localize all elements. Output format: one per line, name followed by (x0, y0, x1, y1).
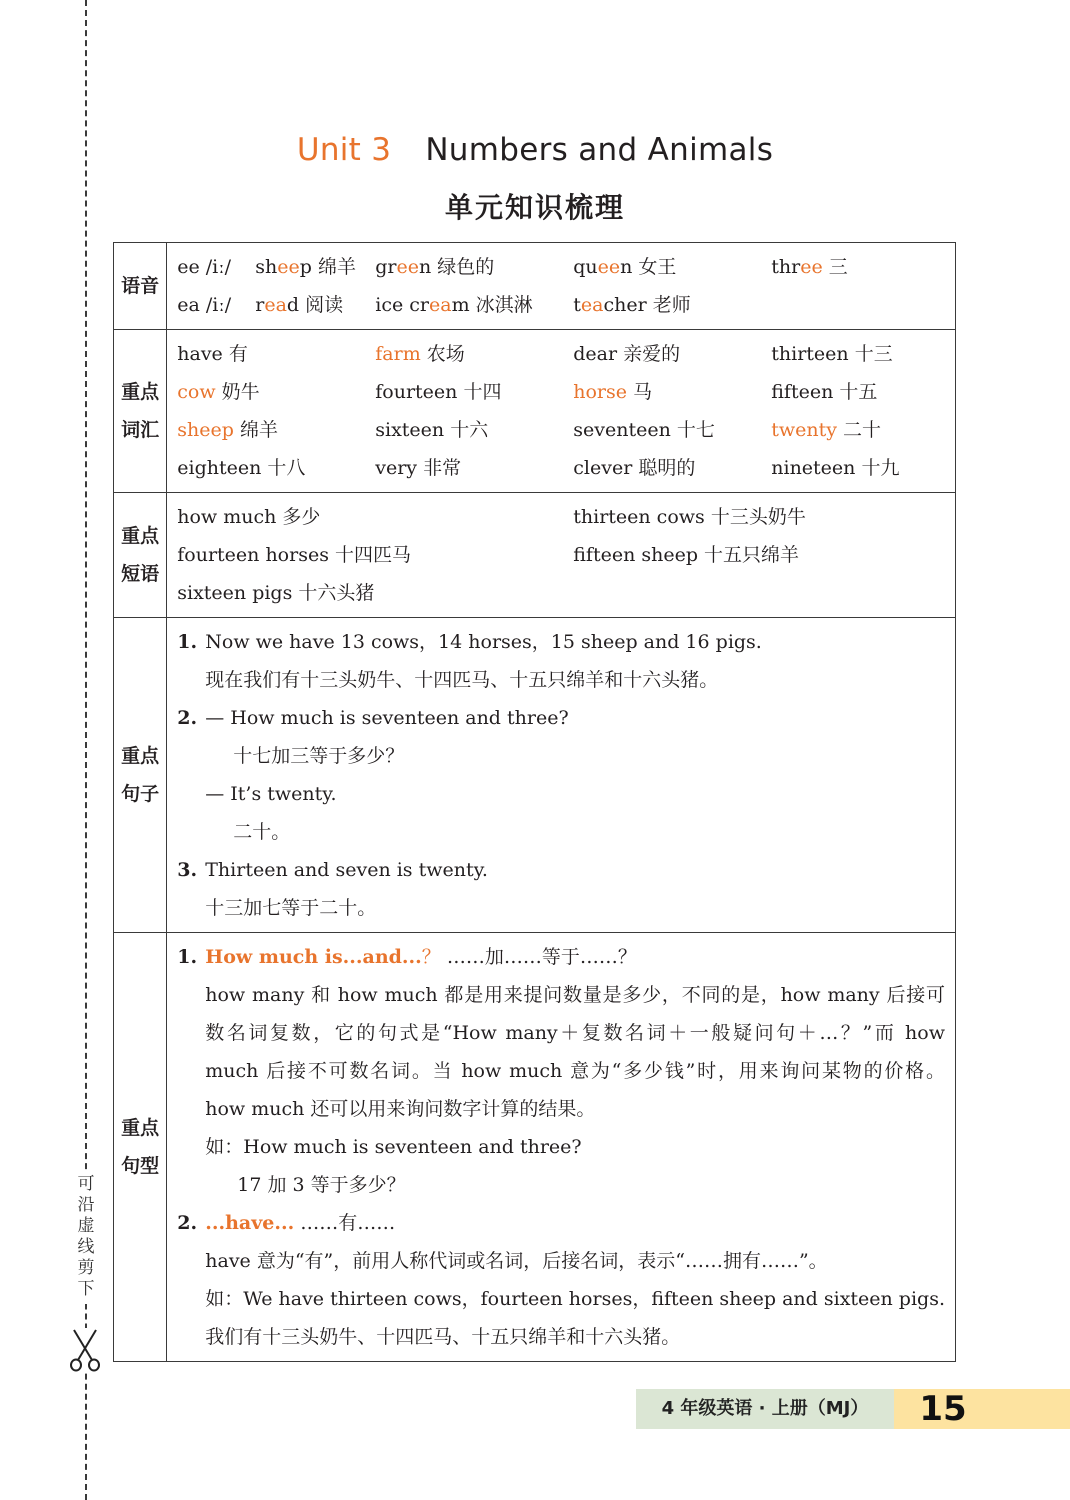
patterns-label (114, 933, 167, 1362)
label-line: 短语 (121, 563, 160, 585)
phonics-word: ice cream 冰淇淋 (375, 294, 533, 316)
sentences-label (114, 618, 167, 933)
phonics-label (114, 243, 167, 330)
vocab-item: fourteen 十四 (375, 381, 502, 403)
phrase-item: fourteen horses 十四匹马 (177, 544, 411, 566)
label-line: 重点 (121, 1117, 160, 1139)
phrase-item: how much 多少 (177, 506, 321, 528)
label-line: 语音 (121, 275, 160, 297)
phrase-item: fifteen sheep 十五只绵羊 (573, 544, 800, 566)
sentences-row (114, 618, 956, 933)
sentence-en: Now we have 13 cows，14 horses，15 sheep and 16 pigs. (205, 631, 762, 653)
phonics-word (771, 286, 921, 324)
item-number: 3. (177, 859, 198, 881)
vocab-item: very 非常 (375, 457, 462, 479)
sentence-3-zh: 十三加七等于二十。 (205, 897, 377, 919)
phrases-label (114, 493, 167, 618)
phrases-row (114, 493, 956, 618)
phonics-word: sheep 绵羊 (255, 256, 356, 278)
vocab-item: farm 农场 (375, 343, 465, 365)
label-line: 重点 (121, 745, 160, 767)
vocab-item: dear 亲爱的 (573, 343, 681, 365)
phonics-word: three 三 (771, 256, 848, 278)
phrase-item (573, 574, 921, 612)
pattern-title: How much is...and... (205, 946, 422, 968)
phonics-word: read 阅读 (255, 294, 344, 316)
vocab-item: sheep 绵羊 (177, 419, 278, 441)
cut-char: 剪 (77, 1258, 95, 1278)
phrase-item: thirteen cows 十三头奶牛 (573, 506, 806, 528)
vocab-item: nineteen 十九 (771, 457, 900, 479)
phonics-row (114, 243, 956, 330)
pattern-1-text: how much 还可以用来询问数字计算的结果。 (205, 1098, 596, 1120)
pattern-1-example: 如：How much is seventeen and three? (205, 1136, 582, 1158)
vocab-item: clever 聪明的 (573, 457, 696, 479)
phonics-word: teacher 老师 (573, 294, 691, 316)
page-title (0, 132, 1070, 168)
vocab-item: seventeen 十七 (573, 419, 715, 441)
pattern-1-text: how many 和 how much 都是用来提问数量是多少，不同的是，how many 后接可 (205, 984, 945, 1006)
patterns-row (114, 933, 956, 1362)
pattern-title: ...have... (205, 1212, 295, 1234)
pattern-meaning: ……有…… (300, 1212, 396, 1234)
cut-char: 虚 (77, 1216, 95, 1236)
item-number: 2. (177, 1212, 198, 1234)
pattern-2-example: 如：We have thirteen cows，fourteen horses，fifteen sheep and sixteen pigs. (205, 1288, 945, 1310)
label-line: 词汇 (121, 419, 160, 441)
label-line: 句子 (121, 783, 160, 805)
cut-char: 线 (77, 1237, 95, 1257)
patterns-content (167, 933, 956, 1362)
sentence-2 (177, 699, 945, 737)
page-number: 15 (919, 1389, 967, 1429)
vocab-item: eighteen 十八 (177, 457, 306, 479)
phonics-word: green 绿色的 (375, 256, 495, 278)
label-line: 句型 (121, 1155, 160, 1177)
vocab-item: horse 马 (573, 381, 653, 403)
vocab-item: thirteen 十三 (771, 343, 893, 365)
sentence-2-answer-zh: 二十。 (233, 821, 291, 843)
cut-instruction (77, 1170, 95, 1304)
sentence-question: — How much is seventeen and three? (205, 707, 569, 729)
pattern-1-text: much 后接不可数名词。当 how much 意为“多少钱”时，用来询问某物的价格。 (205, 1060, 945, 1082)
vocab-item: twenty 二十 (771, 419, 882, 441)
phonics-word: queen 女王 (573, 256, 677, 278)
pattern-2-example-zh: 我们有十三头奶牛、十四匹马、十五只绵羊和十六头猪。 (205, 1326, 681, 1348)
pattern-1-text: 数名词复数，它的句式是“How many＋复数名词＋一般疑问句＋…？”而 how (205, 1022, 945, 1044)
item-number: 1. (177, 631, 198, 653)
vocab-item: cow 奶牛 (177, 381, 260, 403)
sentence-1-zh: 现在我们有十三头奶牛、十四匹马、十五只绵羊和十六头猪。 (205, 669, 719, 691)
cut-char: 可 (77, 1174, 95, 1194)
pattern-title-mark: ？ (421, 946, 441, 968)
page-subtitle: 单元知识梳理 (444, 191, 625, 224)
sentences-content (167, 618, 956, 933)
vocab-grid (177, 335, 945, 487)
vocab-item: have 有 (177, 343, 248, 365)
item-number: 2. (177, 707, 198, 729)
unit-number: Unit 3 (296, 132, 392, 168)
vocab-item: sixteen 十六 (375, 419, 489, 441)
phonics-content (167, 243, 956, 330)
item-number: 1. (177, 946, 198, 968)
sentence-2-answer: — It’s twenty. (205, 783, 337, 805)
scissors-icon (68, 1328, 102, 1372)
label-line: 重点 (121, 381, 160, 403)
sentence-2-question-zh: 十七加三等于多少？ (233, 745, 405, 767)
pattern-2-heading (177, 1204, 945, 1242)
vocab-item: fifteen 十五 (771, 381, 878, 403)
unit-name: Numbers and Animals (425, 132, 774, 168)
phrase-item: sixteen pigs 十六头猪 (177, 582, 375, 604)
phonics-word: ee /iː/ (177, 256, 232, 278)
sentence-en: Thirteen and seven is twenty. (205, 859, 488, 881)
book-label: 4 年级英语 · 上册（MJ） (636, 1389, 894, 1429)
label-line: 重点 (121, 525, 160, 547)
cut-char: 下 (77, 1279, 95, 1299)
pattern-1-heading (177, 938, 945, 976)
pattern-1-example-zh: 17 加 3 等于多少？ (237, 1174, 406, 1196)
vocab-content (167, 330, 956, 493)
cut-char: 沿 (77, 1195, 95, 1215)
phonics-grid (177, 248, 945, 324)
phrases-grid (177, 498, 945, 612)
phrases-content (167, 493, 956, 618)
sentence-1 (177, 623, 945, 661)
phonics-word: ea /iː/ (177, 294, 232, 316)
sentence-3 (177, 851, 945, 889)
pattern-2-text: have 意为“有”，前用人称代词或名词，后接名词，表示“……拥有……”。 (205, 1250, 828, 1272)
knowledge-table (113, 242, 956, 1362)
vocab-row (114, 330, 956, 493)
vocab-label (114, 330, 167, 493)
pattern-meaning: ……加……等于……？ (446, 946, 637, 968)
